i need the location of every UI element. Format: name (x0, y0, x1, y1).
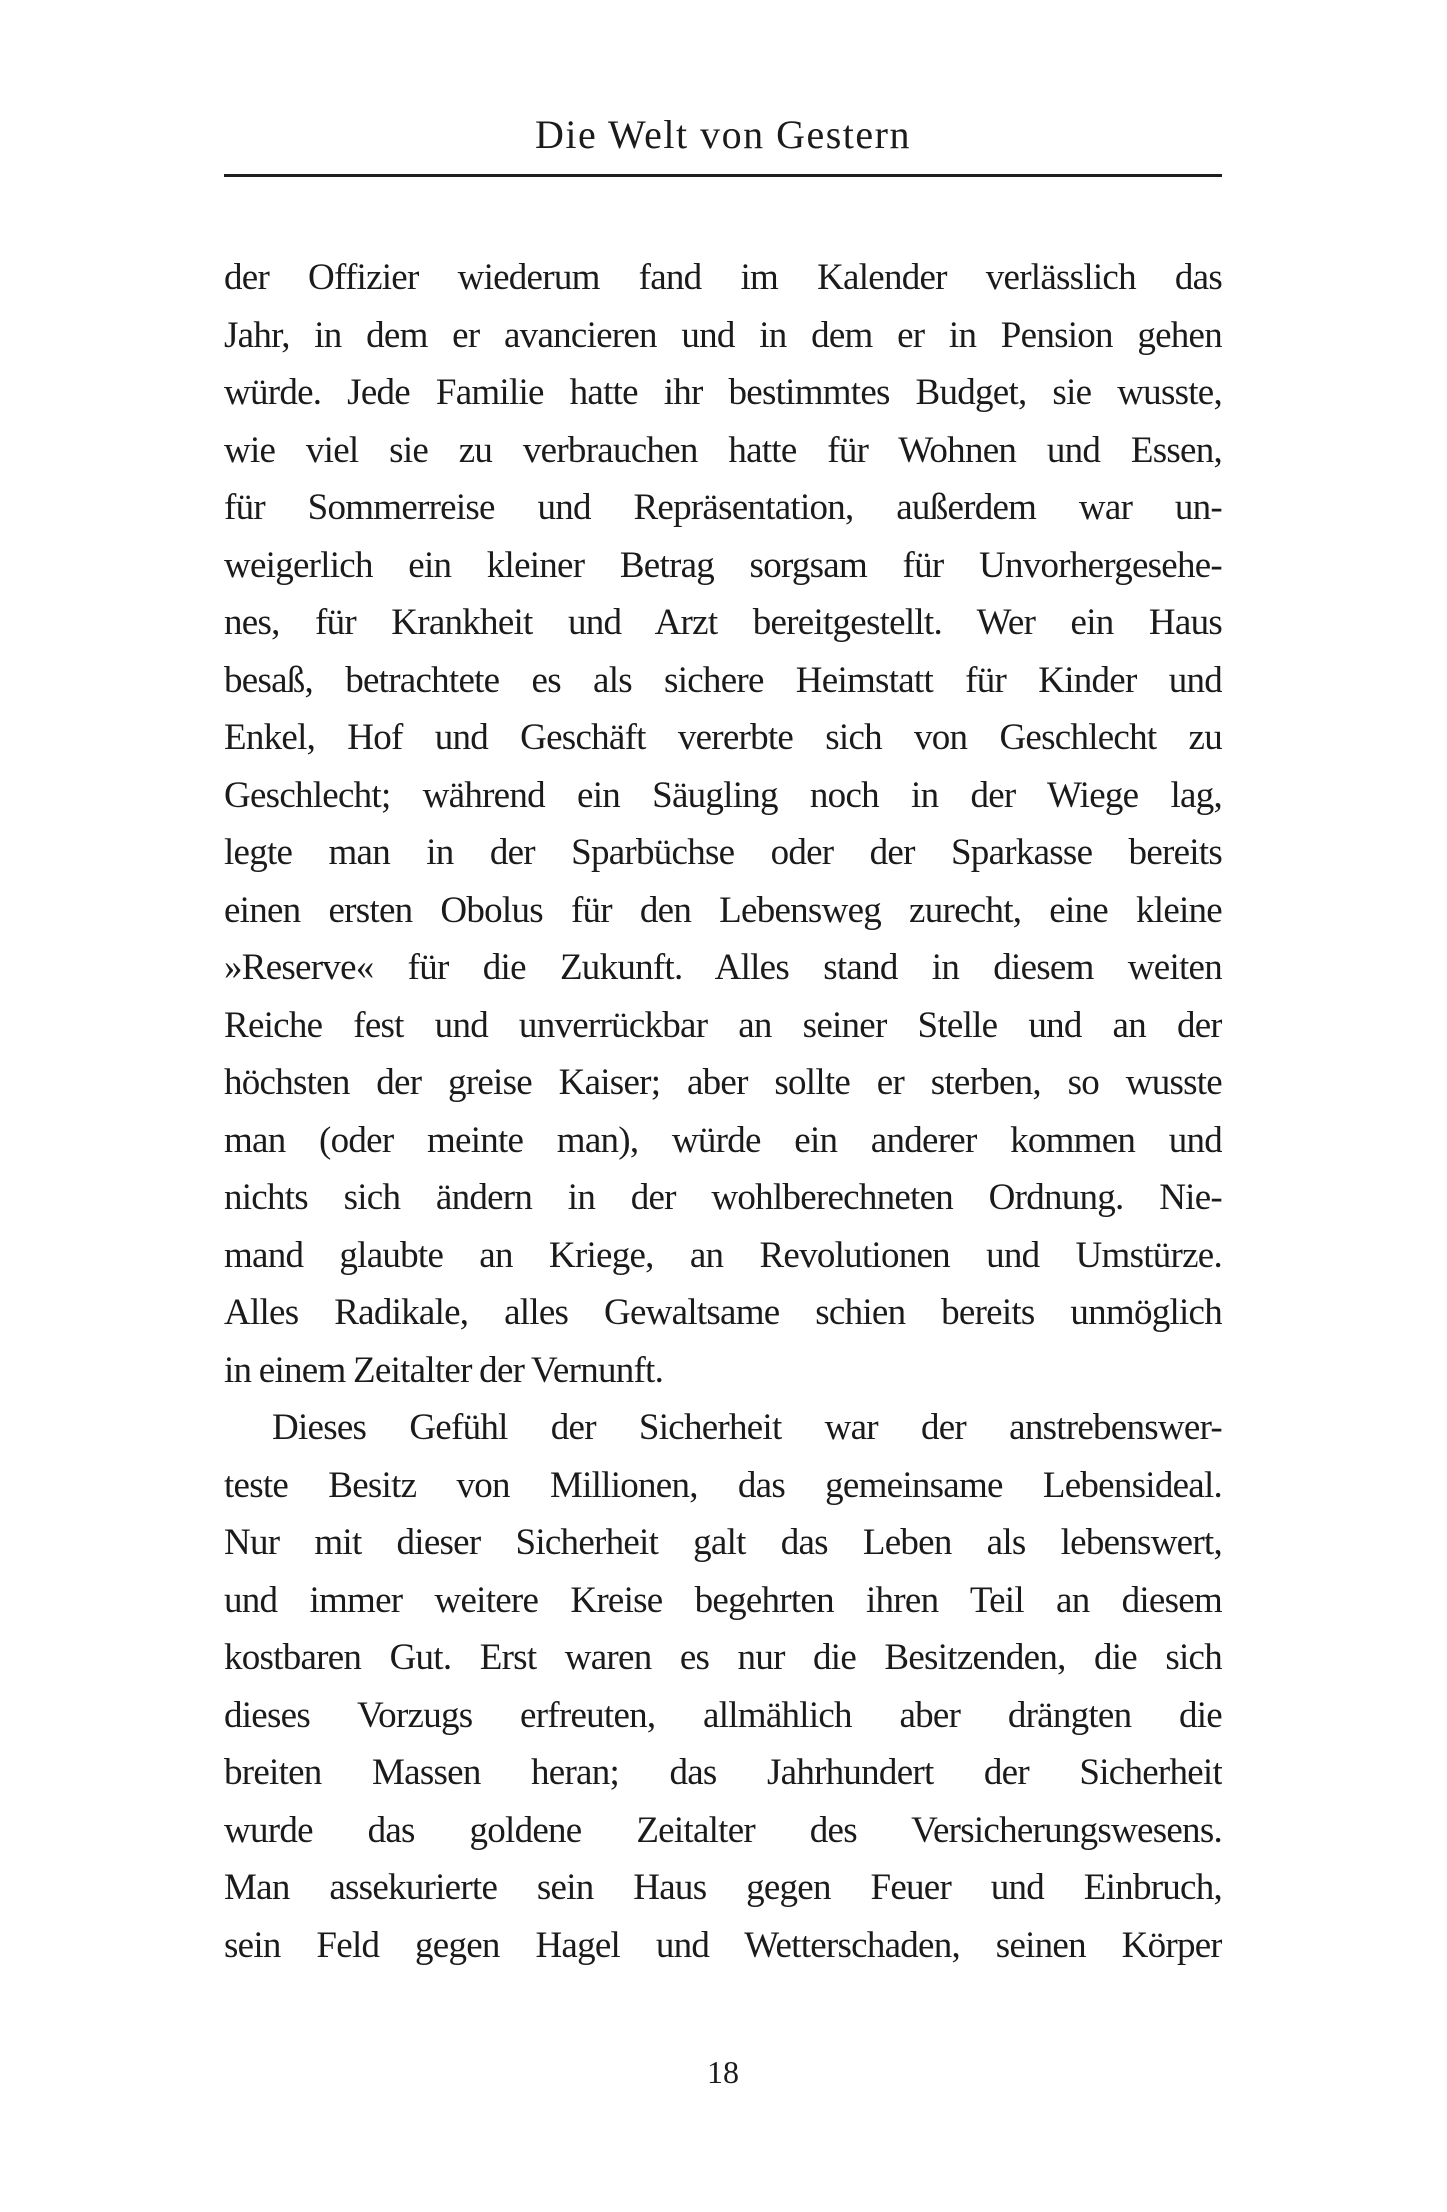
running-header: Die Welt von Gestern (535, 112, 911, 157)
text-line: nichts sich ändern in der wohlberechneten Ordnung. Nie- (224, 1177, 1222, 1218)
text-line: sein Feld gegen Hagel und Wetterschaden, seinen Körper (224, 1924, 1222, 1966)
text-line: nes, für Krankheit und Arzt bereitgestellt. Wer ein Haus (224, 602, 1222, 643)
text-line: einen ersten Obolus für den Lebensweg zurecht, eine kleine (224, 889, 1222, 931)
text-line: kostbaren Gut. Erst waren es nur die Besitzenden, die sich (224, 1637, 1222, 1678)
text-line: und immer weitere Kreise begehrten ihren Teil an diesem (224, 1579, 1222, 1621)
page-number: 18 (707, 2054, 739, 2090)
text-line: Nur mit dieser Sicherheit galt das Leben als lebenswert, (224, 1522, 1222, 1563)
body-text (224, 249, 1222, 1974)
text-line: würde. Jede Familie hatte ihr bestimmtes Budget, sie wusste, (224, 372, 1222, 413)
text-line: »Reserve« für die Zukunft. Alles stand in diesem weiten (224, 947, 1222, 988)
text-line: besaß, betrachtete es als sichere Heimstatt für Kinder und (224, 659, 1222, 701)
text-line: in einem Zeitalter der Vernunft. (224, 1349, 664, 1391)
text-line: der Offizier wiederum fand im Kalender verlässlich das (224, 257, 1222, 298)
text-line: Dieses Gefühl der Sicherheit war der anstrebenswer- (272, 1407, 1222, 1448)
text-line: für Sommerreise und Repräsentation, außerdem war un- (224, 487, 1222, 528)
text-line: wie viel sie zu verbrauchen hatte für Wohnen und Essen, (224, 429, 1222, 471)
text-line: teste Besitz von Millionen, das gemeinsame Lebensideal. (224, 1464, 1222, 1506)
text-line: dieses Vorzugs erfreuten, allmählich aber drängten die (224, 1694, 1222, 1736)
text-line: mand glaubte an Kriege, an Revolutionen und Umstürze. (224, 1234, 1222, 1276)
text-line: höchsten der greise Kaiser; aber sollte er sterben, so wusste (224, 1062, 1222, 1103)
text-line: Enkel, Hof und Geschäft vererbte sich von Geschlecht zu (224, 717, 1222, 758)
text-line: legte man in der Sparbüchse oder der Sparkasse bereits (224, 832, 1222, 873)
text-line: Reiche fest und unverrückbar an seiner Stelle und an der (224, 1004, 1222, 1046)
text-line: Alles Radikale, alles Gewaltsame schien bereits unmöglich (224, 1292, 1222, 1333)
text-line: wurde das goldene Zeitalter des Versicherungswesens. (224, 1809, 1222, 1851)
header-rule (224, 174, 1222, 177)
text-line: man (oder meinte man), würde ein anderer kommen und (224, 1119, 1222, 1161)
text-line: Geschlecht; während ein Säugling noch in der Wiege lag, (224, 774, 1222, 816)
text-line: weigerlich ein kleiner Betrag sorgsam für Unvorhergesehe- (224, 544, 1222, 586)
text-line: Man assekurierte sein Haus gegen Feuer und Einbruch, (224, 1867, 1222, 1908)
text-line: Jahr, in dem er avancieren und in dem er in Pension gehen (224, 314, 1222, 356)
text-line: breiten Massen heran; das Jahrhundert der Sicherheit (224, 1752, 1222, 1793)
